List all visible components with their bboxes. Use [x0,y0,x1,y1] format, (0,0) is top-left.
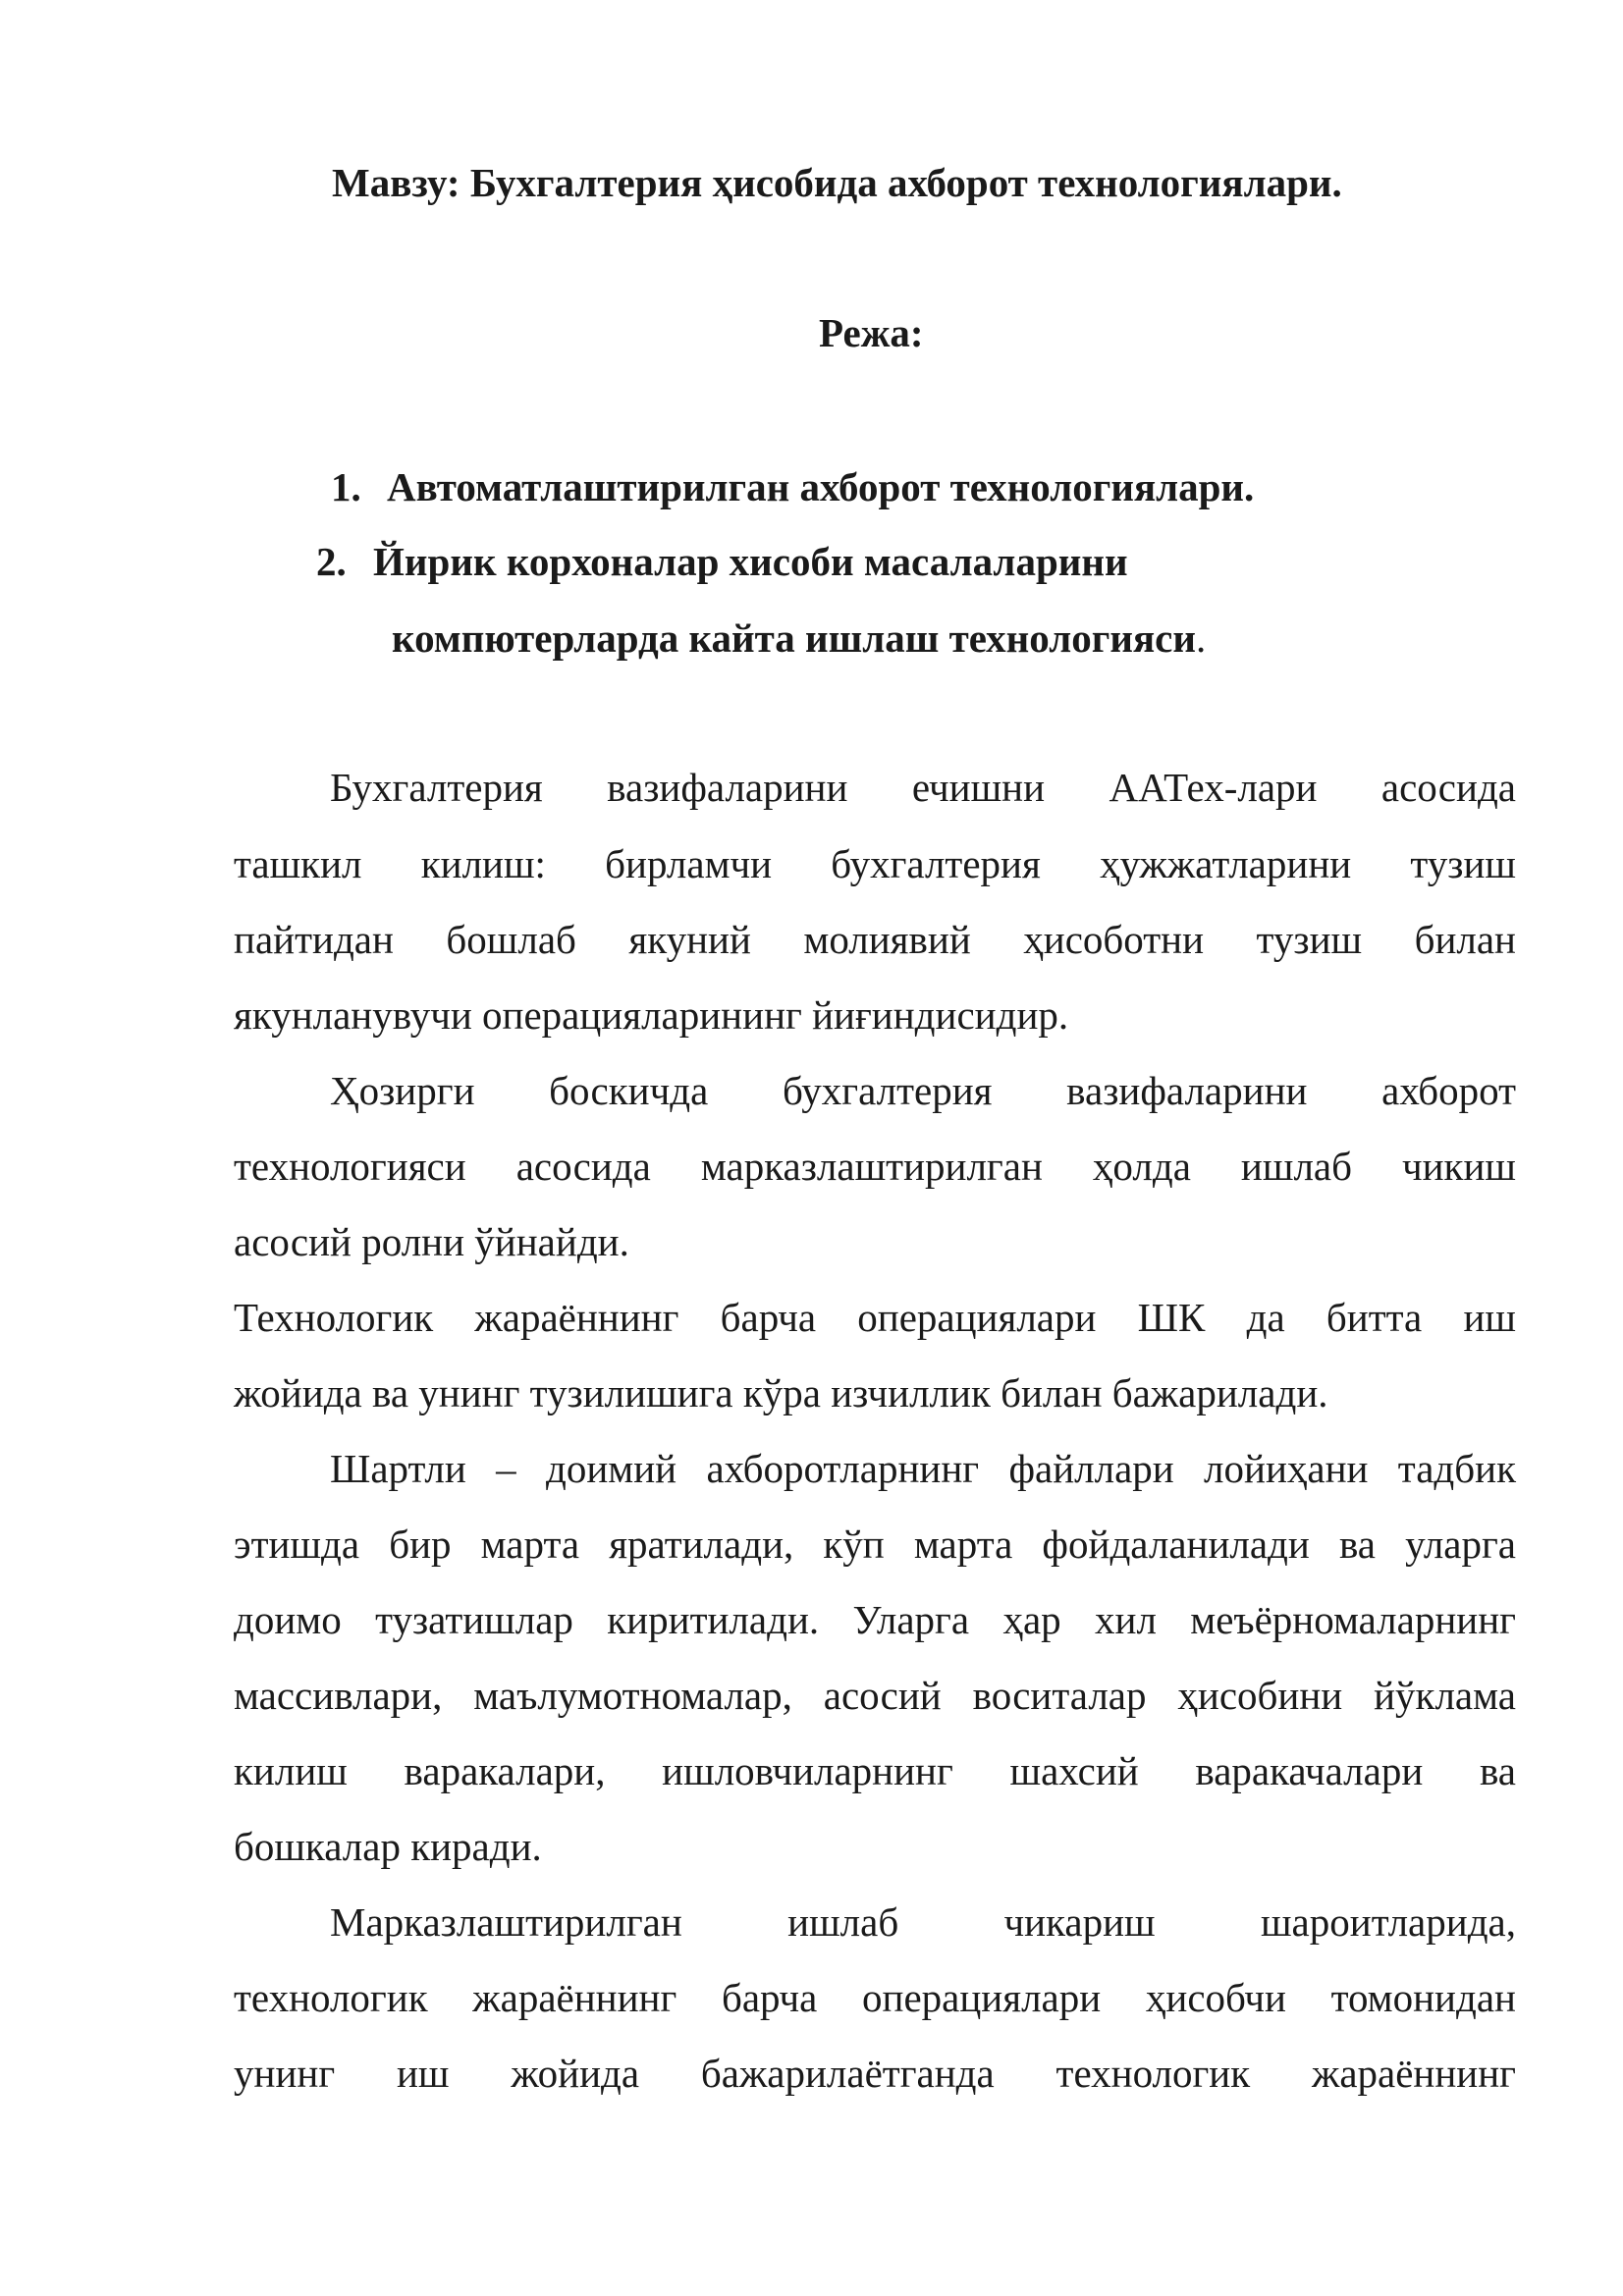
plan-item-text: Автоматлаштирилган ахборот технологиялари. [387,464,1255,509]
plan-item-text: компютерларда кайта ишлаш технологияси. [392,615,1207,661]
paragraph-line: унинг иш жойида бажарилаётганда технологик жараённинг [234,2051,1516,2096]
plan-item-number: 2. [316,539,347,584]
paragraph-line: Ҳозирги боскичда бухгалтерия вазифаларини ахборот [330,1068,1516,1113]
paragraph-line: технологик жараённинг барча операциялари ҳисобчи томонидан [234,1975,1516,2020]
paragraph-line: Бухгалтерия вазифаларини ечишни ААТех-лари асосида [330,765,1516,810]
paragraph-line: массивлари, маълумотномалар, асосий воситалар ҳисобини йўклама [234,1673,1516,1718]
paragraph-line: этишда бир марта яратилади, кўп марта фойдаланилади ва уларга [234,1522,1516,1567]
paragraph-line: пайтидан бошлаб якуний молиявий ҳисоботни тузиш билан [234,917,1516,962]
paragraph-line: жойида ва унинг тузилишига кўра изчиллик билан бажарилади. [234,1370,1328,1415]
paragraph-line: Марказлаштирилган ишлаб чикариш шароитларида, [330,1899,1516,1945]
paragraph-line: технологияси асосида марказлаштирилган ҳолда ишлаб чикиш [234,1144,1516,1189]
paragraph-line: бошкалар киради. [234,1824,542,1869]
paragraph-line: асосий ролни ўйнайди. [234,1219,629,1264]
plan-item-number: 1. [331,464,361,509]
paragraph-line: килиш варакалари, ишловчиларнинг шахсий варакачалари ва [234,1748,1516,1793]
plan-heading: Режа: [819,310,924,355]
paragraph-line: ташкил килиш: бирламчи бухгалтерия ҳужжатларини тузиш [234,841,1516,886]
paragraph-line: Технологик жараённинг барча операциялари ШК да битта иш [234,1295,1516,1340]
document-title: Мавзу: Бухгалтерия ҳисобида ахборот технологиялари. [332,160,1342,205]
paragraph-line: доимо тузатишлар киритилади. Уларга ҳар хил меъёрномаларнинг [234,1597,1516,1642]
paragraph-line: якунланувучи операцияларининг йиғиндисидир. [234,992,1069,1038]
plan-item-text: Йирик корхоналар хисоби масалаларини [373,539,1128,584]
paragraph-line: Шартли – доимий ахборотларнинг файллари лойиҳани тадбик [330,1446,1516,1491]
